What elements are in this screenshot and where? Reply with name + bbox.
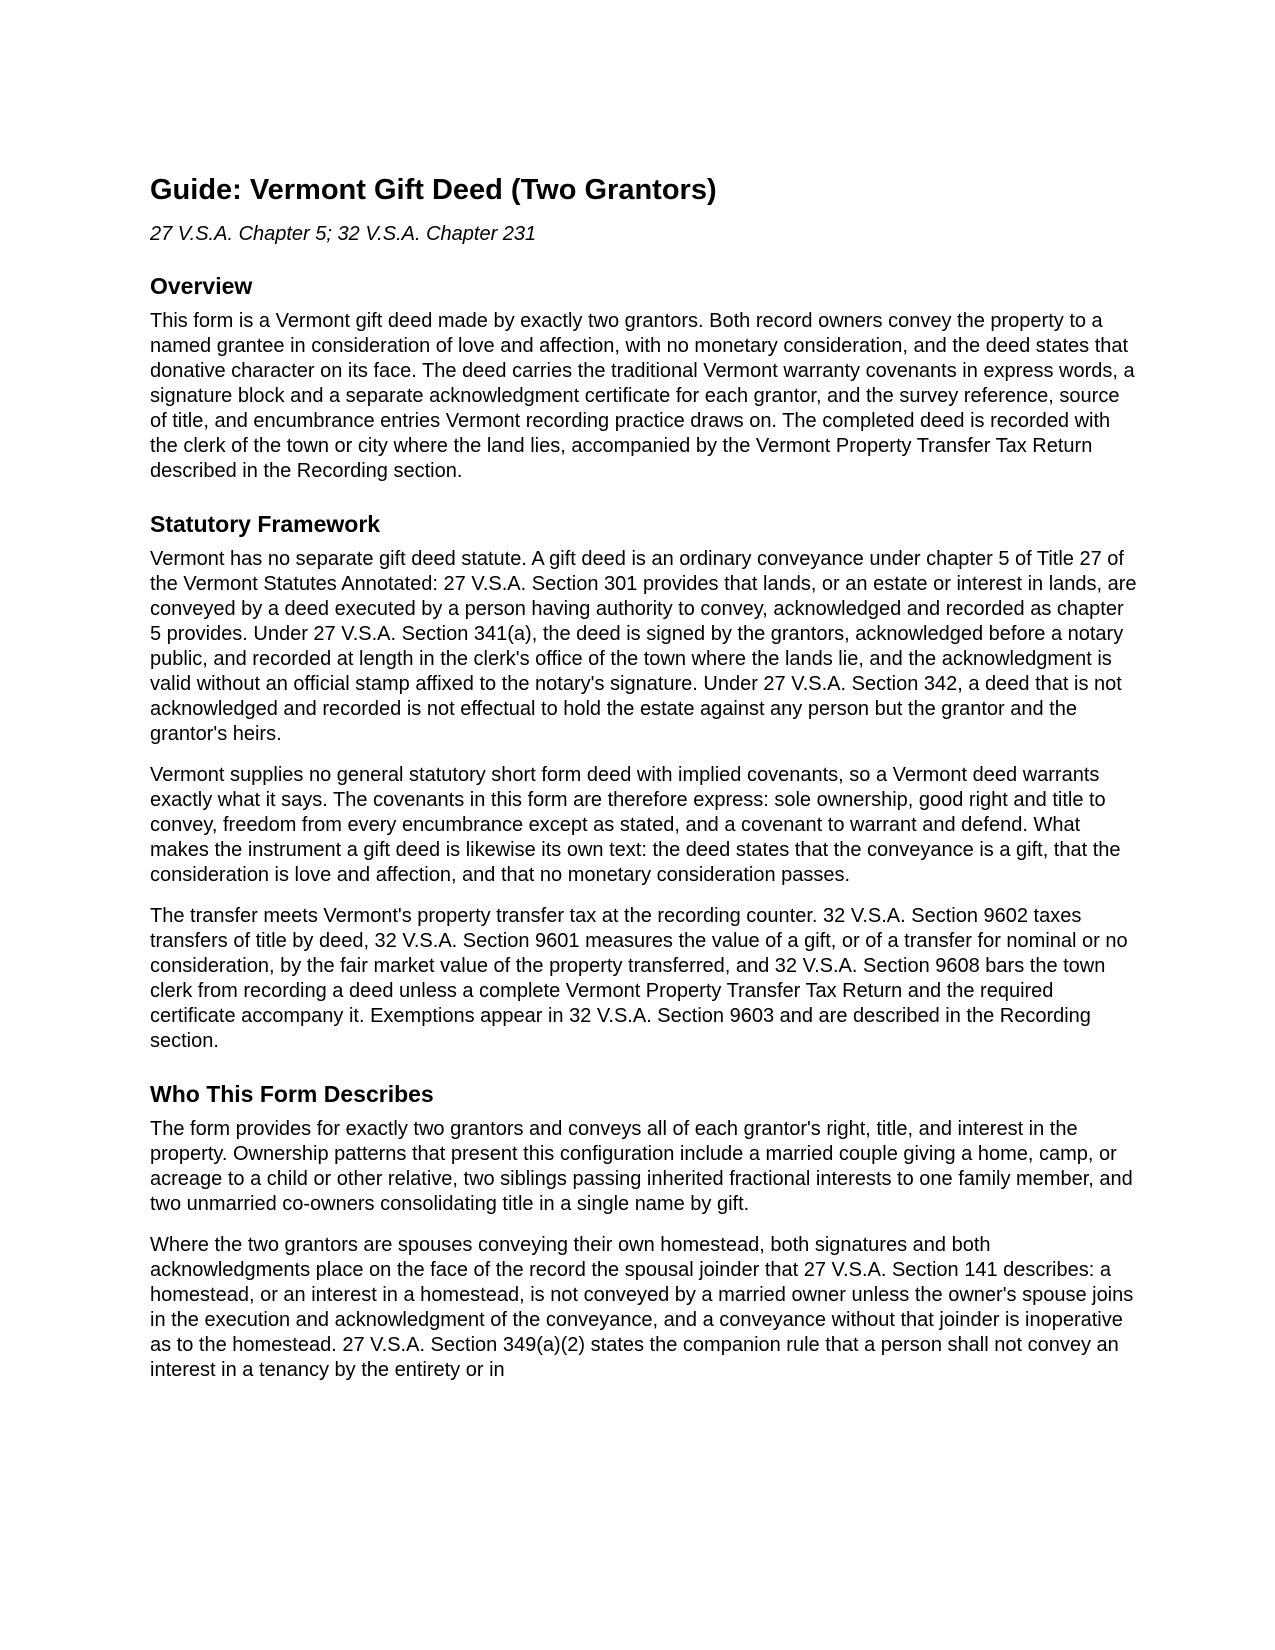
- paragraph: The form provides for exactly two grantors and conveys all of each grantor's right, title, and interest in the property. Ownership patterns that present this configuration include a married couple giving a home, camp, or acreage to a child or other relative, two siblings passing inherited fractional interests to one family member, and two unmarried co-owners consolidating title in a single name by gift.: [150, 1118, 1133, 1215]
- paragraph: The transfer meets Vermont's property transfer tax at the recording counter. 32 V.S.A. Section 9602 taxes transfers of title by deed, 32 V.S.A. Section 9601 measures the value of a gift, or of a transfer for nominal or no consideration, by the fair market value of the property transferred, and 32 V.S.A. Section 9608 bars the town clerk from recording a deed unless a complete Vermont Property Transfer Tax Return and the required certificate accompany it. Exemptions appear in 32 V.S.A. Section 9603 and are described in the Recording section.: [150, 905, 1128, 1052]
- paragraph: This form is a Vermont gift deed made by exactly two grantors. Both record owners convey the property to a named grantee in consideration of love and affection, with no monetary consideration, and the deed states that donative character on its face. The deed carries the traditional Vermont warranty covenants in express words, a signature block and a separate acknowledgment certificate for each grantor, and the survey reference, source of title, and encumbrance entries Vermont recording practice draws on. The completed deed is recorded with the clerk of the town or city where the land lies, accompanied by the Vermont Property Transfer Tax Return described in the Recording section.: [150, 310, 1135, 482]
- paragraph: Vermont supplies no general statutory short form deed with implied covenants, so a Vermont deed warrants exactly what it says. The covenants in this form are therefore express: sole ownership, good right and title to convey, freedom from every encumbrance except as stated, and a covenant to warrant and defend. What makes the instrument a gift deed is likewise its own text: the deed states that the conveyance is a gift, that the consideration is love and affection, and that no monetary consideration passes.: [150, 764, 1121, 886]
- section-statutory-framework: [150, 510, 1140, 1054]
- section-heading: Statutory Framework: [150, 511, 381, 537]
- section-heading: Who This Form Describes: [150, 1081, 434, 1107]
- paragraph: Vermont has no separate gift deed statute. A gift deed is an ordinary conveyance under chapter 5 of Title 27 of the Vermont Statutes Annotated: 27 V.S.A. Section 301 provides that lands, or an estate or interest in lands, are conveyed by a deed executed by a person having authority to convey, acknowledged and recorded as chapter 5 provides. Under 27 V.S.A. Section 341(a), the deed is signed by the grantors, acknowledged before a notary public, and recorded at length in the clerk's office of the town where the lands lie, and the acknowledgment is valid without an official stamp affixed to the notary's signature. Under 27 V.S.A. Section 342, a deed that is not acknowledged and recorded is not effectual to hold the estate against any person but the grantor and the grantor's heirs.: [150, 548, 1137, 745]
- section-who-this-form-describes: [150, 1080, 1140, 1383]
- document-page: [150, 172, 1140, 1399]
- paragraph: Where the two grantors are spouses conveying their own homestead, both signatures and both acknowledgments place on the face of the record the spousal joinder that 27 V.S.A. Section 141 describes: a homestead, or an interest in a homestead, is not conveyed by a married owner unless the owner's spouse joins in the execution and acknowledgment of the conveyance, and a conveyance without that joinder is inoperative as to the homestead. 27 V.S.A. Section 349(a)(2) states the companion rule that a person shall not convey an interest in a tenancy by the entirety or in: [150, 1234, 1134, 1381]
- document-title: Guide: Vermont Gift Deed (Two Grantors): [150, 174, 717, 206]
- section-heading: Overview: [150, 273, 253, 299]
- document-subtitle: 27 V.S.A. Chapter 5; 32 V.S.A. Chapter 231: [150, 223, 537, 245]
- section-overview: [150, 272, 1140, 484]
